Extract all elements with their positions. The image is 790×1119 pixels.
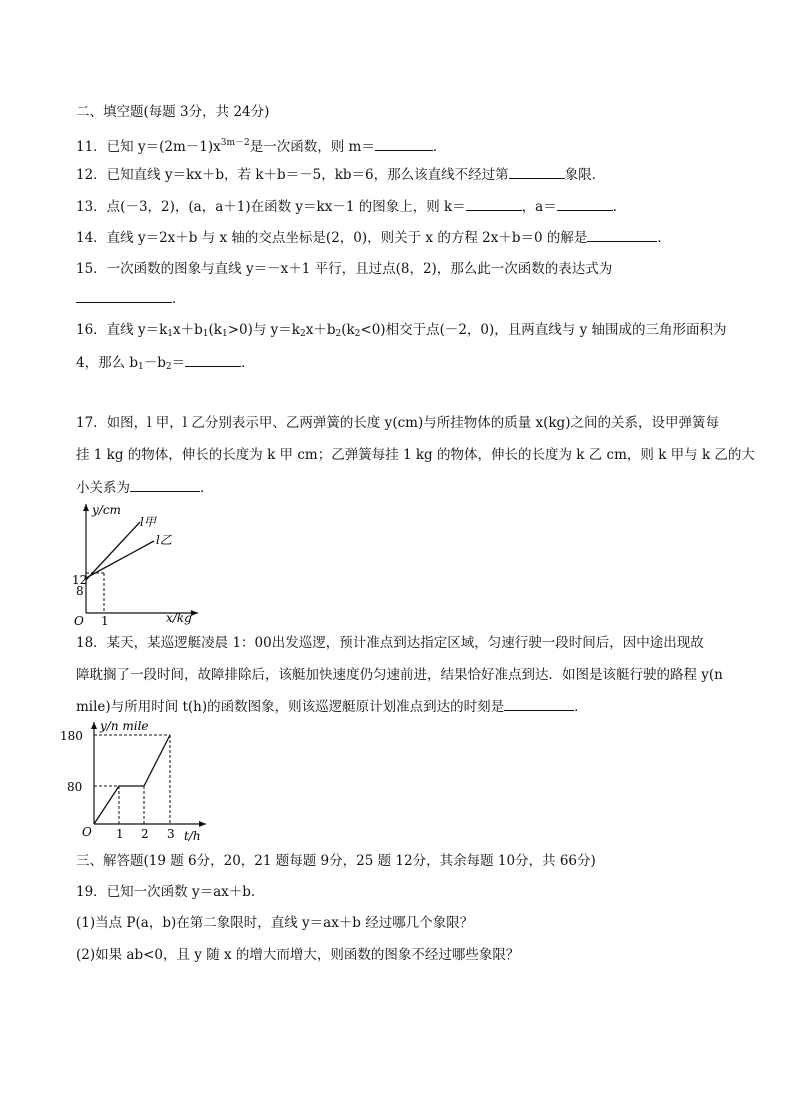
question-18-line1: 18．某天，某巡逻艇凌晨 1：00出发巡逻，预计准点到达指定区域，匀速行驶一段时间后，因中途出现故 bbox=[76, 635, 704, 651]
fig17-tick-8: 8 bbox=[76, 584, 84, 598]
fig18-xlabel: t/h bbox=[184, 829, 201, 843]
question-19-part1: (1)当点 P(a，b)在第二象限时，直线 y＝ax＋b 经过哪几个象限？ bbox=[76, 915, 474, 931]
section-3-title: 三、解答题(19 题 6分，20，21 题每题 9分，25 题 12分，其余每题 10分，共 66分) bbox=[76, 853, 596, 869]
fig18-tick-180: 180 bbox=[60, 729, 83, 743]
question-16-line1: 16．直线 $y=k_1x+b_1(k_1>0)$与 $y=k_2x+b_2(k_2<0)$相交于点(－2，0)，且两直线与 y 轴围成的三角形面积为 bbox=[76, 322, 727, 339]
fig18-origin: O bbox=[82, 825, 92, 839]
question-19-part2: (2)如果 ab<0，且 y 随 x 的增大而增大，则函数的图象不经过哪些象限？ bbox=[76, 947, 520, 963]
fig18-tick-2: 2 bbox=[141, 827, 149, 841]
question-14: 14．直线 y＝2x＋b 与 x 轴的交点坐标是(2，0)，则关于 x 的方程 2x＋b＝0 的解是 ． bbox=[76, 227, 671, 248]
question-19-stem: 19．已知一次函数 y＝ax＋b. bbox=[76, 884, 256, 900]
fig17-ylabel: y/cm bbox=[92, 503, 121, 517]
question-16-line2: 4，那么 $b_1-b_2=$ ． bbox=[76, 352, 255, 377]
distance-line bbox=[94, 735, 170, 824]
question-17-line2: 挂 1 kg 的物体，伸长的长度为 k 甲 cm；乙弹簧每挂 1 kg 的物体，伸长的长度为 k 乙 cm，则 k 甲与 k 乙的大 bbox=[76, 447, 755, 463]
figure-18-distance-time-graph bbox=[56, 718, 216, 844]
fig17-xlabel: x/kg bbox=[166, 611, 192, 625]
fig18-tick-1: 1 bbox=[116, 827, 124, 841]
fig17-label-l2: l乙 bbox=[156, 533, 172, 547]
fig18-tick-3: 3 bbox=[167, 827, 175, 841]
fig18-ylabel: y/n mile bbox=[100, 719, 149, 733]
line-l-yi bbox=[86, 541, 154, 578]
question-12: 12．已知直线 y＝kx＋b，若 k＋b＝－5，kb＝6，那么该直线不经过第 象限． bbox=[76, 164, 605, 185]
fig18-tick-80: 80 bbox=[67, 780, 83, 794]
question-11: 11．已知 $y=(2m-1)x^{3m-2}$是一次函数，则 m＝ ． bbox=[76, 138, 447, 155]
fig17-label-l1: l甲 bbox=[140, 515, 156, 529]
fig17-tick-12: 12 bbox=[72, 573, 88, 587]
fig17-origin: O bbox=[74, 614, 84, 628]
question-17-line1: 17．如图，l 甲，l 乙分别表示甲、乙两弹簧的长度 y(cm)与所挂物体的质量 x(kg)之间的关系，设甲弹簧每 bbox=[76, 415, 719, 431]
question-15-line2: ． bbox=[76, 288, 186, 309]
question-13: 13．点(－3，2)，(a，a＋1)在函数 y＝kx－1 的图象上，则 k＝ ，a＝ ． bbox=[76, 196, 626, 217]
line-l-jia bbox=[86, 522, 140, 580]
figure-17-spring-graph bbox=[70, 498, 210, 628]
question-17-line3: 小关系为 ． bbox=[76, 477, 214, 498]
question-18-line3: mile)与所用时间 t(h)的函数图象，则该巡逻艇原计划准点到达的时刻是 ． bbox=[76, 696, 588, 717]
section-2-title: 二、填空题(每题 3分，共 24分) bbox=[76, 104, 270, 120]
fig17-tick-1: 1 bbox=[101, 614, 109, 628]
question-15-line1: 15．一次函数的图象与直线 y＝－x＋1 平行，且过点(8，2)，那么此一次函数的表达式为 bbox=[76, 261, 613, 277]
question-18-line2: 障耽搁了一段时间，故障排除后，该艇加快速度仍匀速前进，结果恰好准点到达．如图是该艇行驶的路程 y(n bbox=[76, 667, 723, 683]
